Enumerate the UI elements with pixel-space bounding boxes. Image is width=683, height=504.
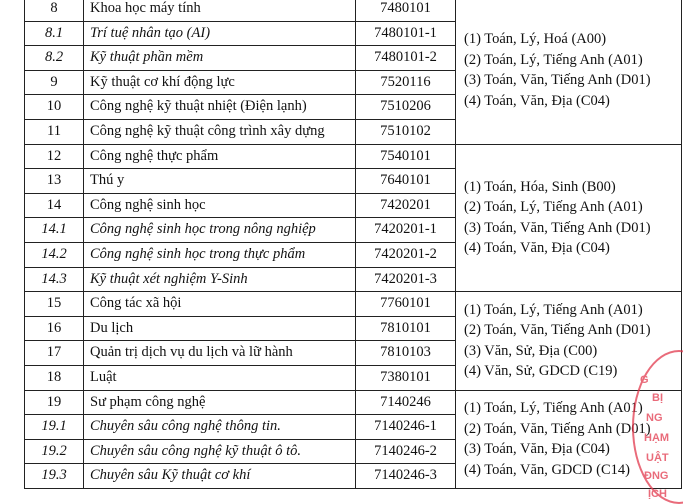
row-number: 14.3 xyxy=(25,267,84,292)
combination-item: (4) Văn, Sử, GDCD (C19) xyxy=(464,363,618,380)
row-number: 8.2 xyxy=(25,46,84,71)
major-name: Du lịch xyxy=(84,316,356,341)
combination-item: (1) Toán, Lý, Tiếng Anh (A01) xyxy=(464,400,643,417)
row-number: 12 xyxy=(25,144,84,169)
major-code: 7810101 xyxy=(356,316,456,341)
major-code: 7420201-3 xyxy=(356,267,456,292)
major-name: Công tác xã hội xyxy=(84,292,356,317)
table-row xyxy=(25,292,682,317)
major-code: 7380101 xyxy=(356,365,456,390)
major-code: 7510206 xyxy=(356,95,456,120)
major-name: Kỹ thuật cơ khí động lực xyxy=(84,70,356,95)
major-code: 7480101-1 xyxy=(356,21,456,46)
row-number: 16 xyxy=(25,316,84,341)
major-name: Chuyên sâu Kỹ thuật cơ khí xyxy=(84,464,356,489)
combination-item: (4) Toán, Văn, GDCD (C14) xyxy=(464,461,630,478)
combination-item: (3) Toán, Văn, Tiếng Anh (D01) xyxy=(464,219,651,236)
major-name: Thú y xyxy=(84,169,356,194)
combination-item: (4) Toán, Văn, Địa (C04) xyxy=(464,240,610,257)
combination-item: (4) Toán, Văn, Địa (C04) xyxy=(464,92,610,109)
combination-item: (2) Toán, Văn, Tiếng Anh (D01) xyxy=(464,322,651,339)
row-number: 8.1 xyxy=(25,21,84,46)
row-number: 14.1 xyxy=(25,218,84,243)
row-number: 17 xyxy=(25,341,84,366)
major-name: Khoa học máy tính xyxy=(84,0,356,21)
major-code: 7140246-3 xyxy=(356,464,456,489)
major-code: 7140246-2 xyxy=(356,439,456,464)
major-name: Công nghệ thực phẩm xyxy=(84,144,356,169)
combination-item: (2) Toán, Lý, Tiếng Anh (A01) xyxy=(464,199,643,216)
major-name: Kỹ thuật phần mềm xyxy=(84,46,356,71)
combination-item: (2) Toán, Lý, Tiếng Anh (A01) xyxy=(464,51,643,68)
major-name: Công nghệ sinh học xyxy=(84,193,356,218)
major-name: Công nghệ kỹ thuật nhiệt (Điện lạnh) xyxy=(84,95,356,120)
major-code: 7140246 xyxy=(356,390,456,415)
subject-combinations xyxy=(456,0,682,144)
major-code: 7420201-1 xyxy=(356,218,456,243)
table-row xyxy=(25,390,682,415)
row-number: 14.2 xyxy=(25,242,84,267)
major-name: Công nghệ sinh học trong nông nghiệp xyxy=(84,218,356,243)
red-seal-stamp: G BỊ NG HẠM UẬT ĐNG ỊCH xyxy=(632,350,683,504)
subject-combinations xyxy=(456,144,682,292)
major-code: 7140246-1 xyxy=(356,415,456,440)
combination-item: (3) Văn, Sử, Địa (C00) xyxy=(464,342,598,359)
major-code: 7540101 xyxy=(356,144,456,169)
major-code: 7420201-2 xyxy=(356,242,456,267)
combination-item: (1) Toán, Hóa, Sinh (B00) xyxy=(464,178,616,195)
table-row xyxy=(25,144,682,169)
major-name: Chuyên sâu công nghệ thông tin. xyxy=(84,415,356,440)
major-name: Quản trị dịch vụ du lịch và lữ hành xyxy=(84,341,356,366)
major-name: Trí tuệ nhân tạo (AI) xyxy=(84,21,356,46)
major-name: Sư phạm công nghệ xyxy=(84,390,356,415)
row-number: 15 xyxy=(25,292,84,317)
combination-item: (1) Toán, Lý, Tiếng Anh (A01) xyxy=(464,301,643,318)
row-number: 10 xyxy=(25,95,84,120)
combination-item: (2) Toán, Văn, Tiếng Anh (D01) xyxy=(464,420,651,437)
major-code: 7480101 xyxy=(356,0,456,21)
major-code: 7640101 xyxy=(356,169,456,194)
major-code: 7420201 xyxy=(356,193,456,218)
major-name: Kỹ thuật xét nghiệm Y-Sinh xyxy=(84,267,356,292)
major-name: Công nghệ kỹ thuật công trình xây dựng xyxy=(84,119,356,144)
row-number: 13 xyxy=(25,169,84,194)
row-number: 19.2 xyxy=(25,439,84,464)
row-number: 11 xyxy=(25,119,84,144)
row-number: 9 xyxy=(25,70,84,95)
major-name: Công nghệ sinh học trong thực phẩm xyxy=(84,242,356,267)
row-number: 19.3 xyxy=(25,464,84,489)
combination-item: (3) Toán, Văn, Địa (C04) xyxy=(464,441,610,458)
row-number: 19 xyxy=(25,390,84,415)
major-name: Luật xyxy=(84,365,356,390)
combination-item: (3) Toán, Văn, Tiếng Anh (D01) xyxy=(464,72,651,89)
major-code: 7760101 xyxy=(356,292,456,317)
combination-item: (1) Toán, Lý, Hoá (A00) xyxy=(464,31,607,48)
major-code: 7480101-2 xyxy=(356,46,456,71)
admission-majors-table xyxy=(24,0,682,489)
row-number: 18 xyxy=(25,365,84,390)
row-number: 8 xyxy=(25,0,84,21)
row-number: 19.1 xyxy=(25,415,84,440)
major-name: Chuyên sâu công nghệ kỹ thuật ô tô. xyxy=(84,439,356,464)
table-row xyxy=(25,0,682,21)
major-code: 7510102 xyxy=(356,119,456,144)
major-code: 7520116 xyxy=(356,70,456,95)
major-code: 7810103 xyxy=(356,341,456,366)
row-number: 14 xyxy=(25,193,84,218)
